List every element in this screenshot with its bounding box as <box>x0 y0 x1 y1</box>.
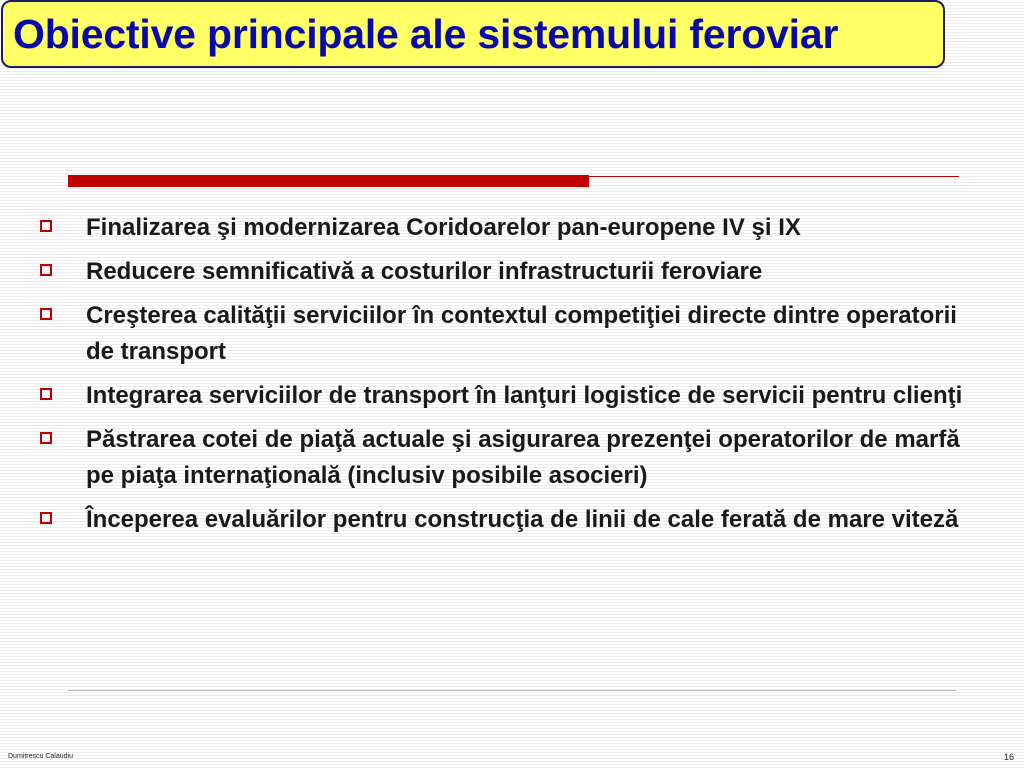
bullet-list <box>40 210 1000 546</box>
square-bullet-icon <box>40 264 52 276</box>
bullet-item <box>40 502 1000 538</box>
bullet-item <box>40 422 1000 494</box>
bullet-item <box>40 298 1000 370</box>
square-bullet-icon <box>40 512 52 524</box>
slide-title: Obiective principale ale sistemului feroviar <box>13 10 839 57</box>
slide-title-box <box>1 0 945 68</box>
footer-author: Dumitrescu Calaudiu <box>8 753 73 760</box>
bullet-text: Integrarea serviciilor de transport în lanţuri logistice de servicii pentru clienţi <box>86 382 963 409</box>
square-bullet-icon <box>40 308 52 320</box>
bullet-text: Finalizarea şi modernizarea Coridoarelor pan-europene IV şi IX <box>86 214 801 241</box>
bullet-text: Creşterea calităţii serviciilor în contextul competiţiei directe dintre operatorii de transport <box>86 302 957 365</box>
footer-divider <box>68 690 956 691</box>
square-bullet-icon <box>40 388 52 400</box>
bullet-text: Începerea evaluărilor pentru construcţia de linii de cale ferată de mare viteză <box>86 506 959 533</box>
bullet-item <box>40 254 1000 290</box>
red-divider-thin-line <box>589 176 959 177</box>
page-number: 16 <box>1003 752 1014 762</box>
bullet-text: Reducere semnificativă a costurilor infrastructurii feroviare <box>86 258 763 285</box>
bullet-text: Păstrarea cotei de piaţă actuale şi asigurarea prezenţei operatorilor de marfă pe piaţa internaţională (inclusiv posibile asocieri) <box>86 426 960 489</box>
bullet-item <box>40 378 1000 414</box>
red-divider-bar <box>68 175 589 187</box>
square-bullet-icon <box>40 432 52 444</box>
square-bullet-icon <box>40 220 52 232</box>
bullet-item <box>40 210 1000 246</box>
